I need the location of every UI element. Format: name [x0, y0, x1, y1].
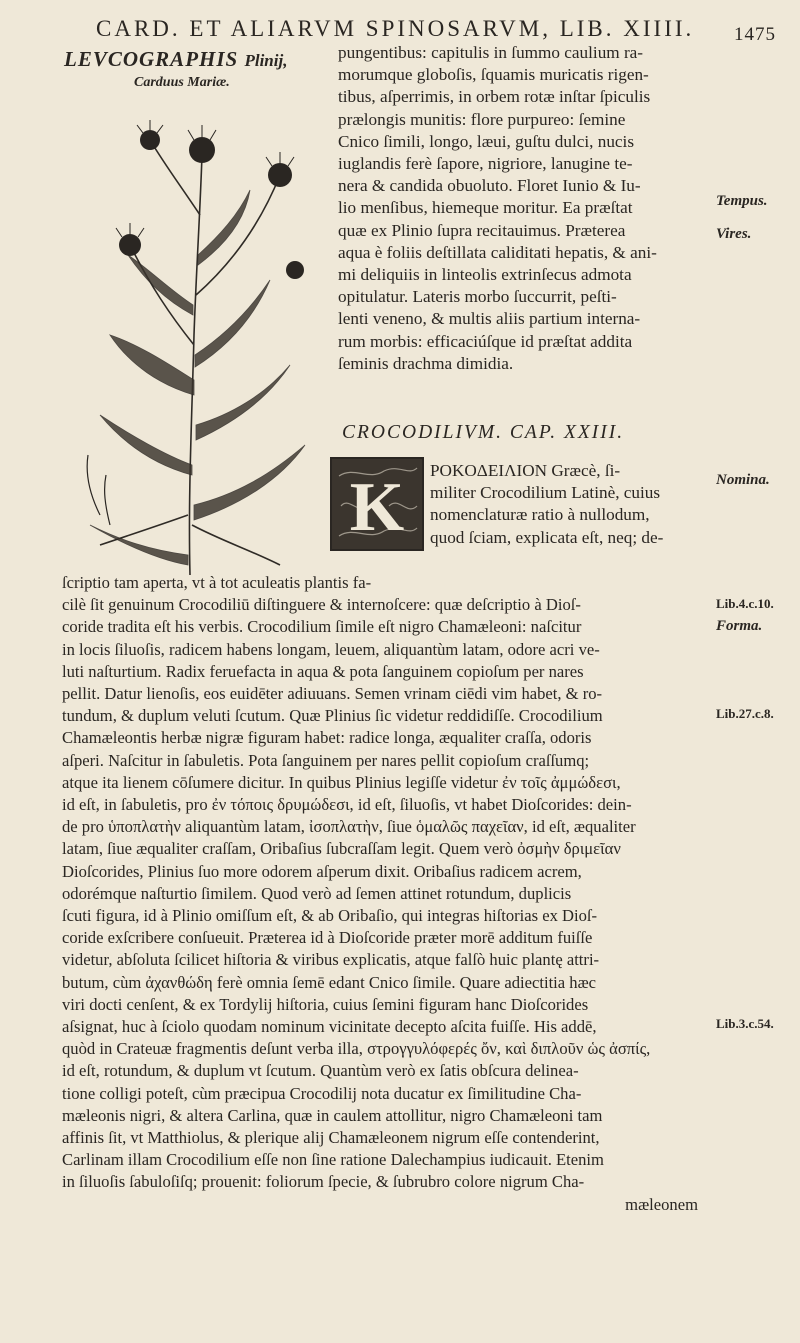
text-line: pellit. Datur lienoſis, eos euidēter adiuuans. Semen vrinam ciēdi vim habet, & ro- — [62, 684, 603, 704]
running-header — [96, 14, 776, 44]
text-line: tibus, aſperrimis, in orbem rotæ inſtar ſpiculis — [338, 87, 651, 107]
text-line: rum morbis: efficaciúſque id præſtat addita — [338, 331, 633, 351]
page-number: 1475 — [734, 24, 776, 45]
initial-column-text — [430, 460, 710, 549]
text-line: quod ſciam, explicata eſt, neq; de- — [430, 527, 664, 547]
text-line: in ſiluoſis ſabuloſiſq; prouenit: foliorum ſpecie, & ſubrubro colore nigrum Cha- — [62, 1172, 585, 1192]
text-line: tundum, & duplum veluti ſcutum. Quæ Plinius ſic videtur reddidiſſe. Crocodilium — [62, 706, 603, 726]
text-line: Carlinam illam Crocodilium eſſe non ſine ratione Dalechampius iudicauit. Etenim — [62, 1150, 604, 1170]
text-line: Chamæleontis herbæ nigræ figuram habet: radice longa, æqualiter craſſa, odoris — [62, 728, 592, 748]
text-line: odorémque naſturtio ſimilem. Quod verò ad ſemen attinet rotundum, duplicis — [62, 883, 572, 903]
text-line: prælongis munitis: flore purpureo: ſemine — [338, 109, 626, 129]
text-line-last: mæleonem — [625, 1194, 698, 1214]
chapter-heading: CROCODILIVM. CAP. XXIII. — [342, 422, 625, 443]
text-line: viri docti cenſent, & ex Tordylij hiſtoria, cuius ſemini figuram hanc Dioſcorides — [62, 994, 589, 1014]
margin-note-reference: Lib.4.c.10. — [716, 596, 774, 611]
text-line: butum, cùm ἀχανθώδη ferè omnia ſemē edant Cnico ſimile. Quare adiectitia hæc — [62, 972, 597, 992]
plant-attribution: Plinij, — [244, 51, 288, 70]
plant-name: LEVCOGRAPHIS — [64, 47, 239, 71]
text-line: de pro ὑποπλατὴν aliquantùm latam, ἰσοπλατὴν, ſiue ὁμαλῶς παχεῖαν, id eſt, æqualiter — [62, 817, 636, 837]
plant-title — [64, 47, 326, 73]
text-line: mæleonis nigri, & altera Carlina, quæ in caulem attollitur, nigro Chamæleoni tam — [62, 1105, 603, 1125]
text-line: Cnico ſimili, longo, læui, guſtu dulci, nucis — [338, 131, 635, 151]
text-line: opitulatur. Lateris morbo ſuccurrit, peſti- — [338, 287, 617, 307]
margin-note-reference: Lib.27.c.8. — [716, 706, 774, 721]
initial-glyph: K — [349, 469, 405, 546]
margin-note-tempus: Tempus. — [716, 193, 768, 209]
margin-note-vires: Vires. — [716, 226, 752, 242]
text-line: aſperi. Naſcitur in ſabuletis. Pota ſanguinem per nares pellit copioſum craſſumq; — [62, 750, 590, 770]
text-line: ſcuti figura, id à Plinio omiſſum eſt, & ab Oribaſio, qui integras hiſtorias ex Dioſ- — [62, 906, 598, 926]
text-line: tione colligi poteſt, cùm præcipua Crocodilij nota ducatur ex ſimilitudine Cha- — [62, 1083, 582, 1103]
text-line: Dioſcorides, Plinius ſuo more odorem aſperum dixit. Oribaſius radicem acrem, — [62, 861, 582, 881]
text-line: morumque globoſis, ſquamis muricatis rigen- — [338, 65, 649, 85]
text-line: videtur, abſoluta ſcilicet hiſtoria & viribus explicatis, atque falſò huic plantę attri- — [62, 950, 600, 970]
text-line: quæ ex Plinio ſupra recitauimus. Præterea — [338, 220, 626, 240]
text-line: mi deliquiis in linteolis extrinſecus admota — [338, 265, 632, 285]
text-line: pungentibus: capitulis in ſummo caulium ra- — [338, 43, 644, 62]
text-line: coride tradita eſt his verbis. Crocodilium ſimile eſt nigro Chamæleoni: naſcitur — [62, 617, 582, 637]
text-line: affinis ſit, vt Matthiolus, & plerique alij Chamæleonem nigrum eſſe contenderint, — [62, 1128, 600, 1148]
text-line: id eſt, in ſabuletis, pro ἐν τόποις δρυμώδεσι, id eſt, ſiluoſis, vt habet Dioſcorides: dein- — [62, 795, 632, 815]
text-line: lio menſibus, hiemeque moritur. Ea præſtat — [338, 198, 633, 218]
main-body-text — [62, 572, 710, 1216]
text-line: nera & candida obuoluto. Floret Iunio & Iu- — [338, 176, 641, 196]
text-line: cilè ſit genuinum Crocodiliū diſtinguere & internoſcere: quæ deſcriptio à Dioſ- — [62, 595, 581, 615]
text-line: ſcriptio tam aperta, vt à tot aculeatis plantis fa- — [62, 573, 372, 592]
decorated-initial-letter — [329, 456, 425, 552]
margin-note-reference: Lib.3.c.54. — [716, 1016, 774, 1031]
plant-subtitle: Carduus Mariæ. — [134, 75, 230, 90]
text-line: latam, ſiue æqualiter craſſam, Oribaſius ſubcraſſam legit. Quem verò ὀσμὴν δριμεῖαν — [62, 839, 621, 859]
text-line: militer Crocodilium Latinè, cuius — [430, 483, 661, 503]
text-line: atque ita lienem cōſumere dicitur. In quibus Plinius legiſſe videtur ἐν τοῖς ἀμμώδεσι, — [62, 772, 621, 792]
text-line: lenti veneno, & multis aliis partium interna- — [338, 309, 641, 329]
text-line: aſsignat, huc à ſciolo quodam nominum vicinitate decepto aſcita fuiſſe. His addē, — [62, 1017, 597, 1037]
thistle-woodcut-illustration — [70, 95, 325, 580]
margin-note-nomina: Nomina. — [716, 472, 770, 488]
text-line: id eſt, rotundum, & duplum vt ſcutum. Quantùm verò ex ſatis obſcura delinea- — [62, 1061, 579, 1081]
text-line: in locis ſiluoſis, radicem habens longam, leuem, aliquantùm latam, odore acri ve- — [62, 639, 600, 659]
text-line: luti naſturtium. Radix feruefacta in aqua & pota ſanguinem copioſum per nares — [62, 661, 584, 681]
text-line: ſeminis drachma dimidia. — [338, 353, 514, 373]
text-line: iuglandis ferè ſapore, nigriore, lanugine te- — [338, 154, 633, 174]
text-line: POKOΔEIΛION Græcè, ſi- — [430, 461, 621, 480]
text-line: nomenclaturæ ratio à nullodum, — [430, 505, 650, 525]
text-line: aqua è foliis deſtillata caliditati hepatis, & ani- — [338, 242, 657, 262]
running-title: CARD. ET ALIARVM SPINOSARVM, LIB. XIIII. — [96, 16, 695, 41]
text-line: coride exſcribere conſueuit. Præterea id à Dioſcoride præter morē additum fuiſſe — [62, 928, 593, 948]
margin-note-forma: Forma. — [716, 618, 763, 634]
text-line: quòd in Crateuæ fragmentis deſunt verba illa, στρογγυλόφερές ὄν, καὶ διπλοῦν ὡς ἀσπίς, — [62, 1039, 651, 1059]
right-column-text — [338, 42, 708, 375]
